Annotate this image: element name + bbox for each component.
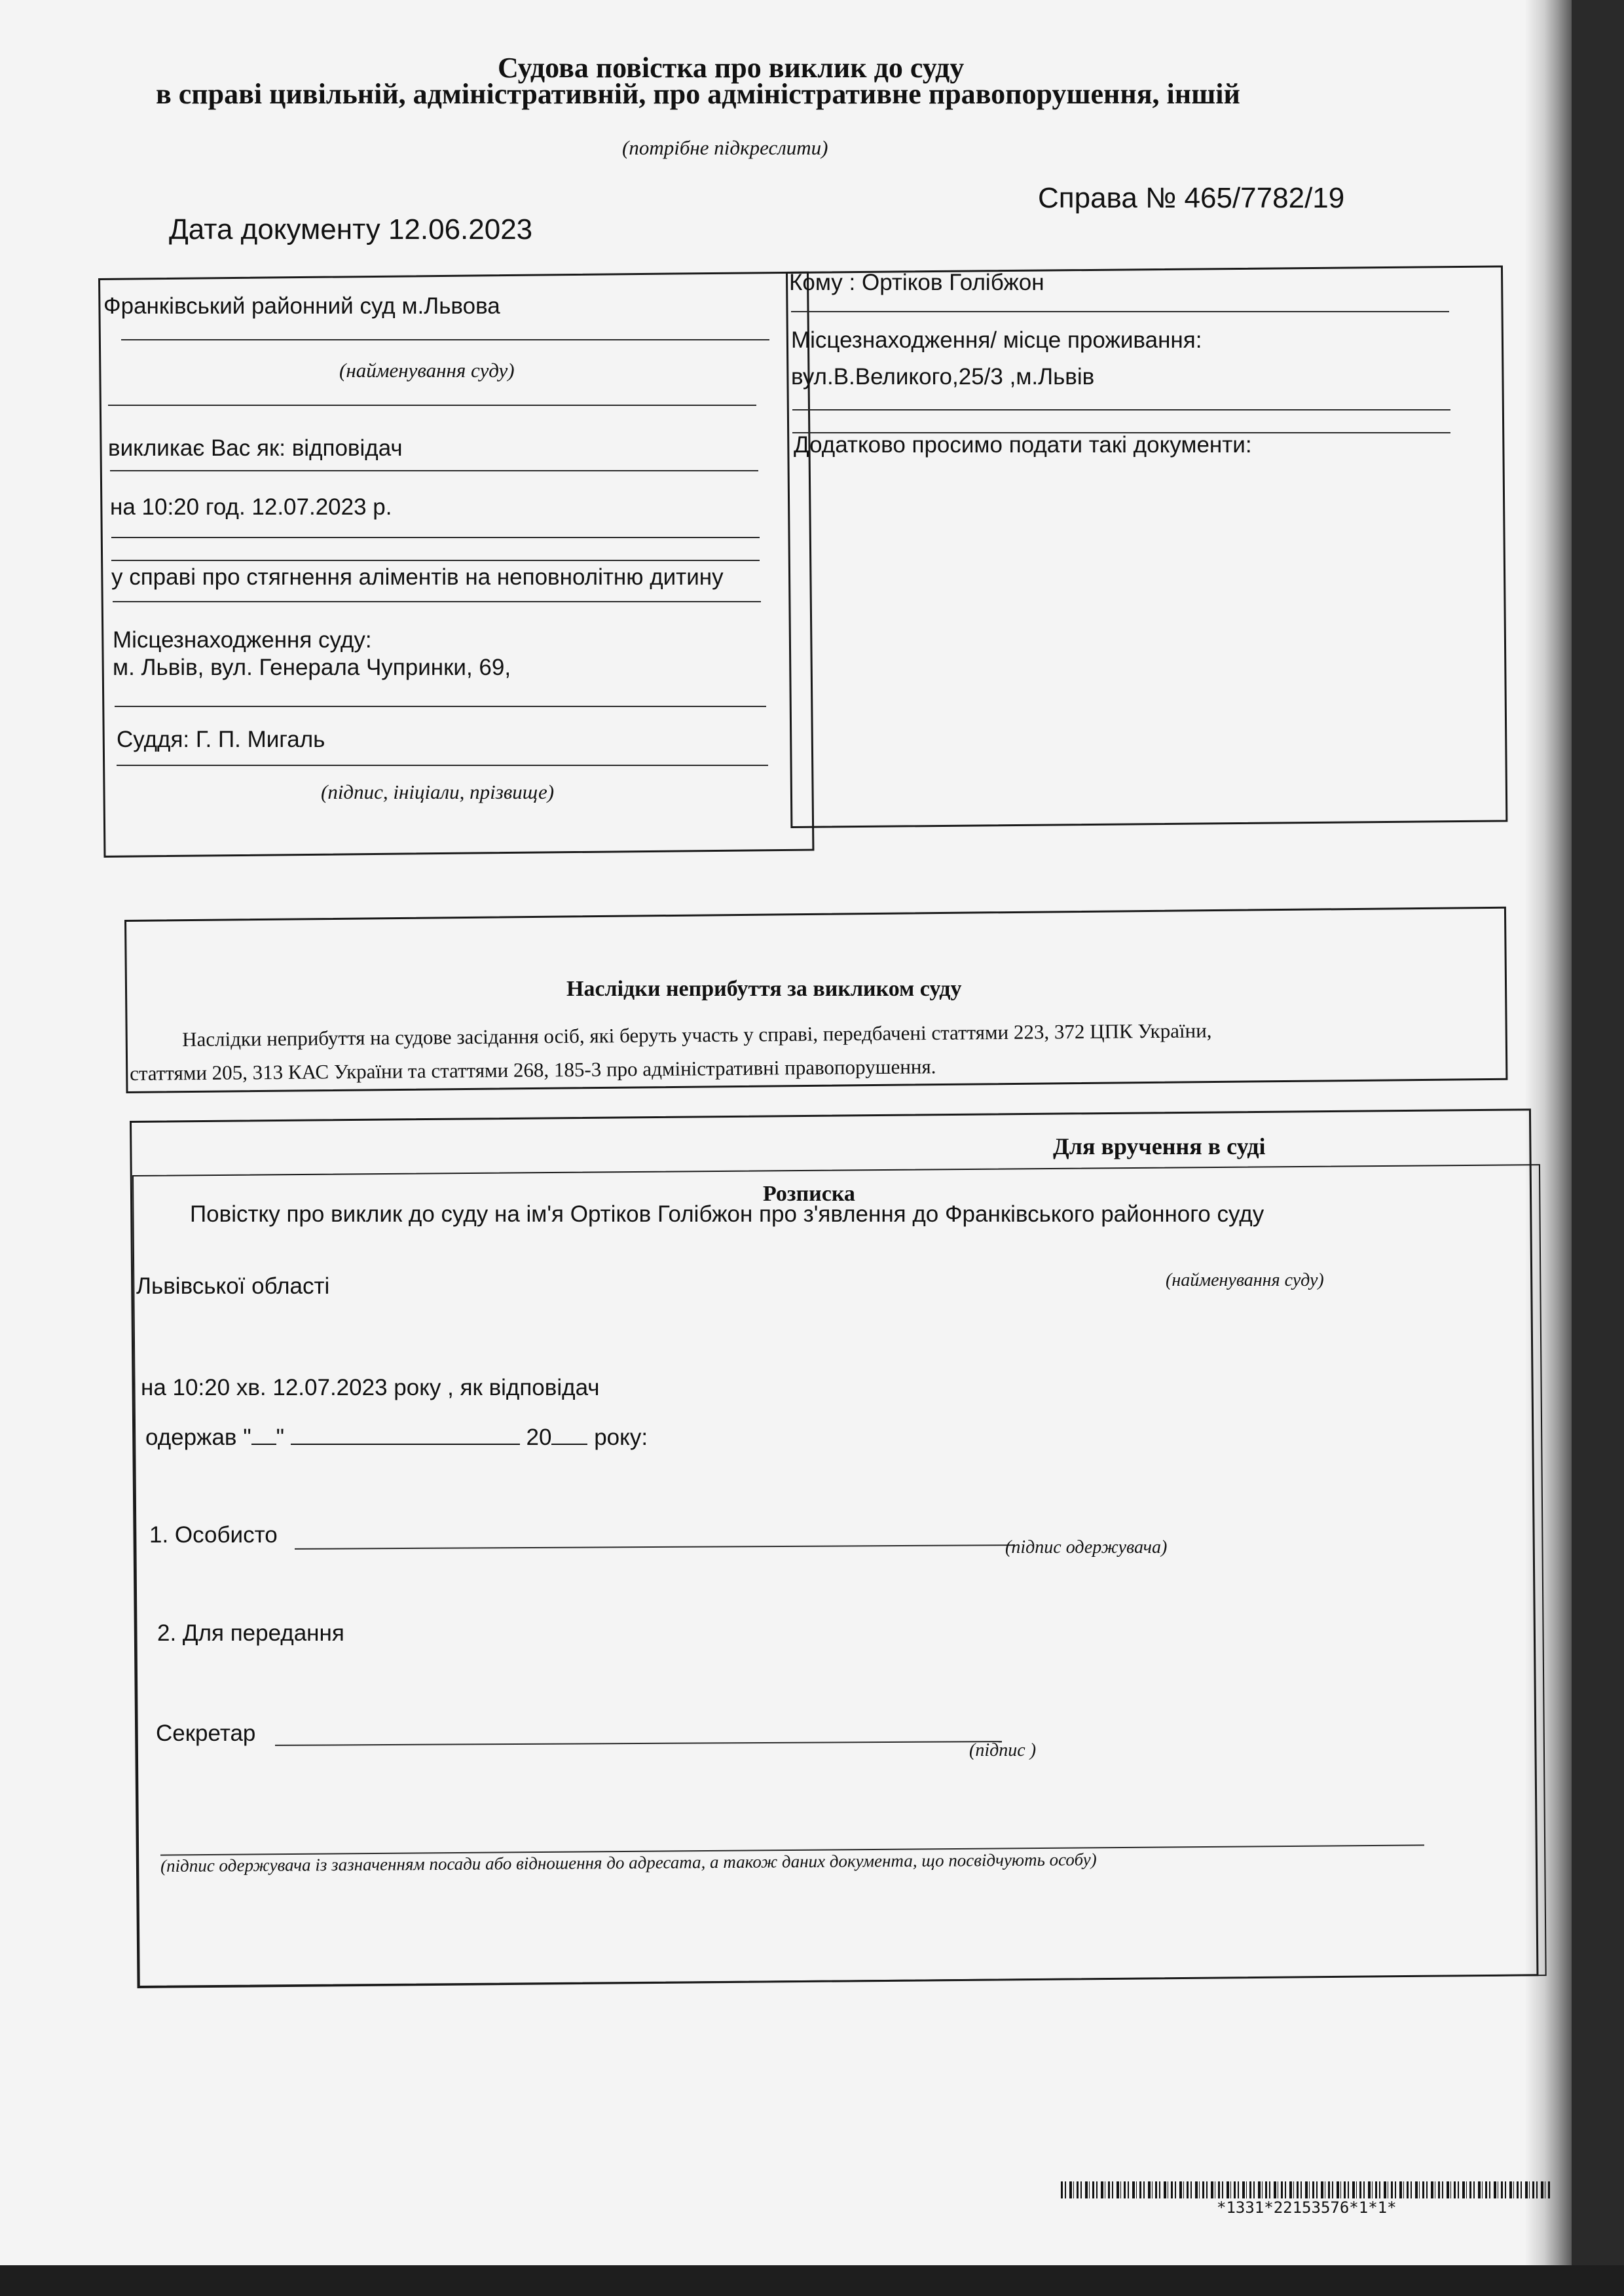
secretary-label: Секретар (156, 1721, 256, 1746)
court-caption: (найменування суду) (339, 359, 515, 382)
received-prefix: одержав " (145, 1425, 251, 1450)
hearing-time: на 10:20 год. 12.07.2023 р. (110, 494, 392, 520)
title-line-1: Судова повістка про виклик до суду (498, 52, 965, 84)
recipient-underline (791, 311, 1449, 312)
documents-request: Додатково просимо подати такі документи: (794, 432, 1252, 458)
role-underline (110, 470, 758, 471)
case-subject: у справі про стягнення аліментів на неповнолітню дитину (111, 564, 724, 590)
receipt-time: на 10:20 хв. 12.07.2023 року , як відповідач (141, 1375, 600, 1400)
court-location-label: Місцезнаходження суду: (113, 627, 372, 653)
received-mid-1: " (276, 1425, 291, 1450)
case-number: Справа № 465/7782/19 (1038, 182, 1345, 214)
consequences-text-1: Наслідки неприбуття на судове засідання осіб, які беруть участь у справі, передбачені статтями 223, 372 ЦПК України, (182, 1019, 1212, 1051)
court-caption-line (108, 405, 756, 406)
recipient-name: Кому : Ортіков Голібжон (789, 270, 1044, 295)
title-line-2: в справі цивільній, адміністративній, про адміністративне правопорушення, іншій (156, 78, 1240, 110)
residence-underline (792, 409, 1450, 410)
residence-label: Місцезнаходження/ місце проживання: (791, 327, 1202, 353)
receipt-heading: Розписка (763, 1182, 855, 1206)
location-underline (115, 706, 766, 707)
residence-value: вул.В.Великого,25/3 ,м.Львів (791, 364, 1095, 390)
scan-background (1572, 0, 1624, 2296)
transfer-label: 2. Для передання (157, 1620, 344, 1646)
scan-bottom-strip (0, 2265, 1624, 2296)
secretary-signature-caption: (підпис ) (969, 1740, 1037, 1760)
summon-role: викликає Вас як: відповідач (108, 435, 403, 461)
received-year-blank[interactable] (551, 1424, 587, 1445)
consequences-heading: Наслідки неприбуття за викликом суду (566, 977, 962, 1001)
recipient-signature-caption: (підпис одержувача) (1005, 1537, 1168, 1558)
consequences-text-2: статтями 205, 313 КАС України та статтями 268, 185-3 про адміністративні правопорушення. (130, 1055, 936, 1085)
received-day-blank[interactable] (251, 1424, 276, 1445)
court-underline (121, 339, 769, 340)
document-date: Дата документу 12.06.2023 (169, 213, 533, 246)
barcode-number: *1331*22153576*1*1* (1217, 2198, 1397, 2217)
receipt-court-caption: (найменування суду) (1166, 1270, 1324, 1290)
received-month-blank[interactable] (291, 1424, 520, 1445)
time-underline (111, 537, 760, 538)
underline-hint: (потрібне підкреслити) (622, 136, 828, 159)
receipt-line-2: Львівської області (136, 1273, 330, 1299)
judge-underline (117, 765, 768, 766)
receipt-line-1: Повістку про виклик до суду на ім'я Ортіков Голібжон про з'явлення до Франківського районного суду (190, 1201, 1264, 1227)
court-name: Франківський районний суд м.Львова (103, 293, 500, 319)
recipient-details-caption: (підпис одержувача із зазначенням посади або відношення до адресата, а також даних документа, що посвідчують особу) (160, 1850, 1097, 1876)
judge-name: Суддя: Г. П. Мигаль (117, 727, 325, 752)
received-mid-2: 20 (519, 1425, 552, 1450)
received-line (145, 1424, 648, 1451)
barcode (1061, 2181, 1552, 2198)
for-court-delivery: Для вручення в суді (1053, 1133, 1266, 1159)
court-location-value: м. Львів, вул. Генерала Чупринки, 69, (113, 655, 511, 680)
received-suffix: року: (587, 1425, 648, 1450)
subject-underline (113, 601, 761, 602)
judge-signature-caption: (підпис, ініціали, прізвище) (321, 780, 555, 803)
personally-label: 1. Особисто (149, 1522, 278, 1548)
time-underline-2 (111, 560, 760, 561)
